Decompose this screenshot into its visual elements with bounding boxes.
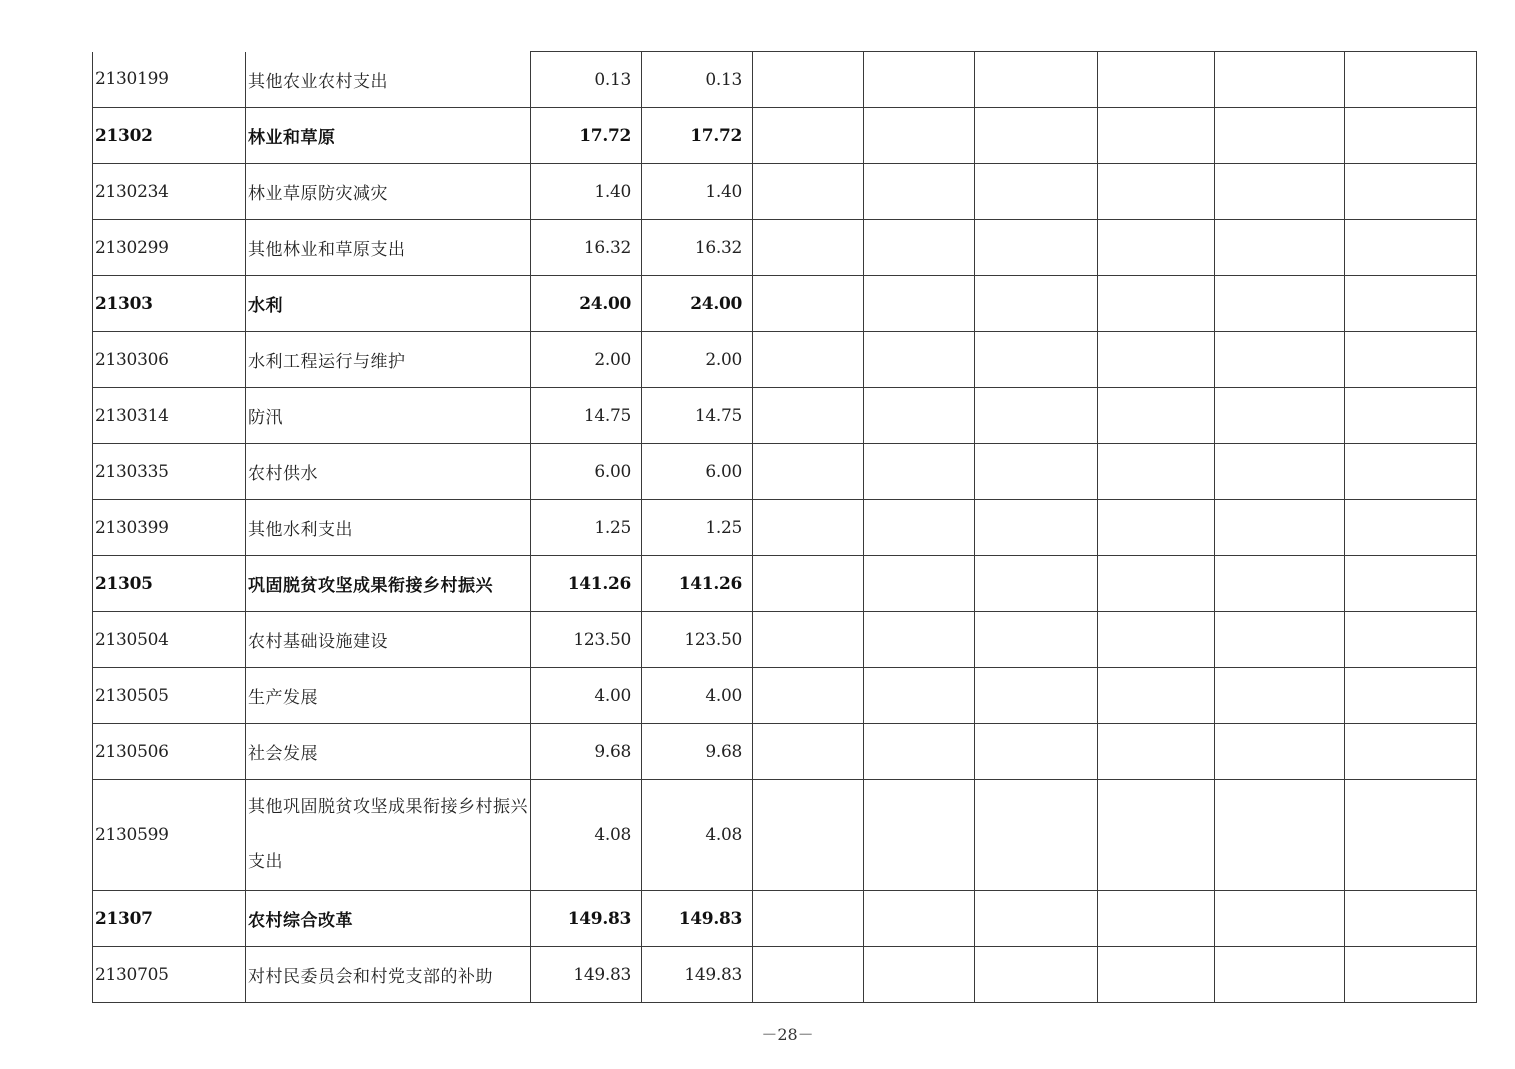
empty-cell xyxy=(864,108,975,164)
subject-name-cell: 农村基础设施建设 xyxy=(246,612,531,668)
empty-cell xyxy=(864,724,975,780)
empty-cell xyxy=(1215,500,1345,556)
table-body xyxy=(93,52,1477,1003)
empty-cell xyxy=(1215,444,1345,500)
empty-cell xyxy=(1215,724,1345,780)
subject-code-cell: 2130306 xyxy=(93,332,246,388)
subject-name-cell: 林业草原防灾减灾 xyxy=(246,164,531,220)
empty-cell xyxy=(1345,612,1477,668)
subject-name-cell: 水利 xyxy=(246,276,531,332)
subject-code-cell: 21303 xyxy=(93,276,246,332)
empty-cell xyxy=(975,891,1098,947)
table-row xyxy=(93,388,1477,444)
empty-cell xyxy=(1345,444,1477,500)
empty-cell xyxy=(753,891,864,947)
empty-cell xyxy=(1098,276,1215,332)
empty-cell xyxy=(753,947,864,1003)
empty-cell xyxy=(1345,500,1477,556)
amount-basic-cell: 24.00 xyxy=(642,276,753,332)
empty-cell xyxy=(753,612,864,668)
empty-cell xyxy=(1345,332,1477,388)
empty-cell xyxy=(1098,947,1215,1003)
table-row xyxy=(93,724,1477,780)
empty-cell xyxy=(1098,52,1215,108)
empty-cell xyxy=(1215,220,1345,276)
empty-cell xyxy=(1215,164,1345,220)
empty-cell xyxy=(753,724,864,780)
amount-basic-cell: 123.50 xyxy=(642,612,753,668)
empty-cell xyxy=(975,612,1098,668)
empty-cell xyxy=(864,388,975,444)
amount-basic-cell: 9.68 xyxy=(642,724,753,780)
amount-basic-cell: 4.00 xyxy=(642,668,753,724)
subject-code-cell: 2130234 xyxy=(93,164,246,220)
amount-total-cell: 149.83 xyxy=(531,947,642,1003)
empty-cell xyxy=(864,891,975,947)
amount-total-cell: 17.72 xyxy=(531,108,642,164)
amount-basic-cell: 149.83 xyxy=(642,891,753,947)
empty-cell xyxy=(975,220,1098,276)
empty-cell xyxy=(753,556,864,612)
subject-code-cell: 2130504 xyxy=(93,612,246,668)
empty-cell xyxy=(864,276,975,332)
table-row xyxy=(93,780,1477,891)
empty-cell xyxy=(975,164,1098,220)
subject-name-cell: 防汛 xyxy=(246,388,531,444)
empty-cell xyxy=(975,276,1098,332)
amount-basic-cell: 141.26 xyxy=(642,556,753,612)
empty-cell xyxy=(1215,52,1345,108)
subject-code-cell: 2130506 xyxy=(93,724,246,780)
amount-total-cell: 16.32 xyxy=(531,220,642,276)
amount-total-cell: 149.83 xyxy=(531,891,642,947)
subject-code-cell: 2130199 xyxy=(93,52,246,108)
subject-name-cell: 社会发展 xyxy=(246,724,531,780)
subject-name-cell: 生产发展 xyxy=(246,668,531,724)
empty-cell xyxy=(975,724,1098,780)
amount-total-cell: 2.00 xyxy=(531,332,642,388)
empty-cell xyxy=(864,220,975,276)
amount-basic-cell: 4.08 xyxy=(642,780,753,891)
table-row xyxy=(93,164,1477,220)
amount-basic-cell: 14.75 xyxy=(642,388,753,444)
empty-cell xyxy=(864,332,975,388)
amount-total-cell: 141.26 xyxy=(531,556,642,612)
table-row xyxy=(93,444,1477,500)
empty-cell xyxy=(975,947,1098,1003)
table-row xyxy=(93,500,1477,556)
empty-cell xyxy=(753,332,864,388)
amount-total-cell: 123.50 xyxy=(531,612,642,668)
subject-name-cell: 其他林业和草原支出 xyxy=(246,220,531,276)
subject-code-cell: 21305 xyxy=(93,556,246,612)
empty-cell xyxy=(1215,108,1345,164)
subject-name-cell: 其他农业农村支出 xyxy=(246,52,531,108)
empty-cell xyxy=(753,668,864,724)
budget-table xyxy=(92,51,1477,1003)
table-row xyxy=(93,332,1477,388)
subject-name-cell: 水利工程运行与维护 xyxy=(246,332,531,388)
table-row xyxy=(93,220,1477,276)
empty-cell xyxy=(1098,780,1215,891)
empty-cell xyxy=(1098,500,1215,556)
amount-basic-cell: 1.40 xyxy=(642,164,753,220)
empty-cell xyxy=(864,444,975,500)
table-row xyxy=(93,52,1477,108)
empty-cell xyxy=(1098,164,1215,220)
empty-cell xyxy=(753,500,864,556)
subject-name-cell: 农村供水 xyxy=(246,444,531,500)
empty-cell xyxy=(864,52,975,108)
subject-code-cell: 2130299 xyxy=(93,220,246,276)
amount-total-cell: 24.00 xyxy=(531,276,642,332)
table-row xyxy=(93,612,1477,668)
empty-cell xyxy=(1345,108,1477,164)
amount-total-cell: 6.00 xyxy=(531,444,642,500)
subject-code-cell: 2130599 xyxy=(93,780,246,891)
amount-total-cell: 9.68 xyxy=(531,724,642,780)
subject-code-cell: 2130705 xyxy=(93,947,246,1003)
empty-cell xyxy=(1098,556,1215,612)
empty-cell xyxy=(1345,668,1477,724)
empty-cell xyxy=(753,108,864,164)
empty-cell xyxy=(975,108,1098,164)
empty-cell xyxy=(1098,388,1215,444)
empty-cell xyxy=(1098,891,1215,947)
empty-cell xyxy=(1345,220,1477,276)
subject-code-cell: 2130314 xyxy=(93,388,246,444)
subject-name-cell: 巩固脱贫攻坚成果衔接乡村振兴 xyxy=(246,556,531,612)
empty-cell xyxy=(1345,556,1477,612)
table-row xyxy=(93,947,1477,1003)
empty-cell xyxy=(1215,556,1345,612)
empty-cell xyxy=(1345,780,1477,891)
empty-cell xyxy=(1215,891,1345,947)
subject-name-cell: 林业和草原 xyxy=(246,108,531,164)
empty-cell xyxy=(1215,780,1345,891)
subject-name-cell: 其他巩固脱贫攻坚成果衔接乡村振兴支出 xyxy=(246,780,531,891)
empty-cell xyxy=(1345,947,1477,1003)
amount-total-cell: 4.00 xyxy=(531,668,642,724)
empty-cell xyxy=(1345,52,1477,108)
empty-cell xyxy=(975,556,1098,612)
empty-cell xyxy=(864,612,975,668)
subject-name-cell: 农村综合改革 xyxy=(246,891,531,947)
table-row-group xyxy=(93,556,1477,612)
empty-cell xyxy=(975,52,1098,108)
empty-cell xyxy=(1345,724,1477,780)
empty-cell xyxy=(753,780,864,891)
empty-cell xyxy=(1345,164,1477,220)
empty-cell xyxy=(1215,947,1345,1003)
empty-cell xyxy=(753,220,864,276)
empty-cell xyxy=(1215,612,1345,668)
amount-basic-cell: 1.25 xyxy=(642,500,753,556)
empty-cell xyxy=(1215,276,1345,332)
empty-cell xyxy=(975,500,1098,556)
empty-cell xyxy=(975,668,1098,724)
subject-code-cell: 2130335 xyxy=(93,444,246,500)
amount-total-cell: 14.75 xyxy=(531,388,642,444)
empty-cell xyxy=(864,780,975,891)
empty-cell xyxy=(1098,724,1215,780)
amount-total-cell: 1.25 xyxy=(531,500,642,556)
amount-basic-cell: 6.00 xyxy=(642,444,753,500)
page-number: －28－ xyxy=(761,1025,814,1044)
amount-basic-cell: 17.72 xyxy=(642,108,753,164)
table-row-group xyxy=(93,891,1477,947)
empty-cell xyxy=(1215,332,1345,388)
empty-cell xyxy=(753,444,864,500)
empty-cell xyxy=(1098,444,1215,500)
amount-basic-cell: 149.83 xyxy=(642,947,753,1003)
empty-cell xyxy=(1345,891,1477,947)
empty-cell xyxy=(864,668,975,724)
table-row xyxy=(93,668,1477,724)
empty-cell xyxy=(864,164,975,220)
empty-cell xyxy=(1098,332,1215,388)
subject-name-cell: 对村民委员会和村党支部的补助 xyxy=(246,947,531,1003)
subject-code-cell: 21302 xyxy=(93,108,246,164)
empty-cell xyxy=(864,556,975,612)
subject-name-cell: 其他水利支出 xyxy=(246,500,531,556)
amount-basic-cell: 16.32 xyxy=(642,220,753,276)
empty-cell xyxy=(1098,668,1215,724)
empty-cell xyxy=(1098,220,1215,276)
empty-cell xyxy=(975,388,1098,444)
amount-total-cell: 1.40 xyxy=(531,164,642,220)
empty-cell xyxy=(753,388,864,444)
subject-code-cell: 21307 xyxy=(93,891,246,947)
subject-code-cell: 2130505 xyxy=(93,668,246,724)
empty-cell xyxy=(975,444,1098,500)
empty-cell xyxy=(1098,612,1215,668)
empty-cell xyxy=(753,52,864,108)
amount-basic-cell: 0.13 xyxy=(642,52,753,108)
empty-cell xyxy=(1345,388,1477,444)
amount-total-cell: 0.13 xyxy=(531,52,642,108)
empty-cell xyxy=(753,164,864,220)
empty-cell xyxy=(864,500,975,556)
subject-code-cell: 2130399 xyxy=(93,500,246,556)
empty-cell xyxy=(1345,276,1477,332)
amount-total-cell: 4.08 xyxy=(531,780,642,891)
empty-cell xyxy=(1215,388,1345,444)
amount-basic-cell: 2.00 xyxy=(642,332,753,388)
empty-cell xyxy=(1098,108,1215,164)
empty-cell xyxy=(864,947,975,1003)
empty-cell xyxy=(975,780,1098,891)
empty-cell xyxy=(753,276,864,332)
empty-cell xyxy=(975,332,1098,388)
table-row-group xyxy=(93,108,1477,164)
empty-cell xyxy=(1215,668,1345,724)
table-row-group xyxy=(93,276,1477,332)
